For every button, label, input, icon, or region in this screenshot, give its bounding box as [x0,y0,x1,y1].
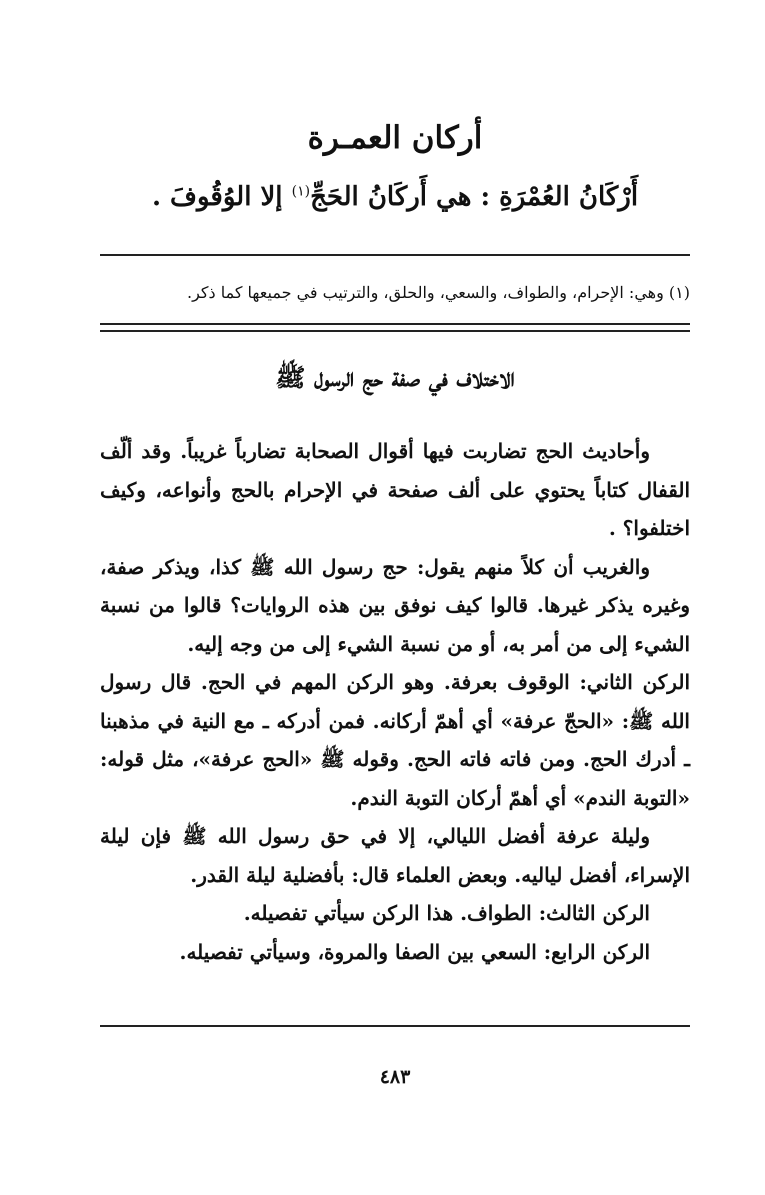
footnote-divider-top [100,323,690,325]
subtitle-text: أَرْكَانُ العُمْرَةِ : هي أَركَانُ الحَجِّ [310,182,639,212]
paragraph: وأحاديث الحج تضاربت فيها أقوال الصحابة تضارباً غريباً. وقد ألّف القفال كتاباً يحتوي على ألف صفحة في الإحرام بالحج وأنواعه، وكيف اختلفوا؟ . [100,439,690,540]
page-title: أركان العمـرة [307,120,483,156]
subtitle-line [100,182,690,212]
paragraph: والغريب أن كلاً منهم يقول: حج رسول الله ﷺ كذا، ويذكر صفة، وغيره يذكر غيرها. قالوا كيف نوفق بين هذه الروايات؟ قالوا من نسبة الشيء إلى من أمر به، أو من نسبة الشيء إلى من وجه إليه. [100,554,690,656]
footnote: (١) وهي: الإحرام، والطواف، والسعي، والحلق، والترتيب في جميعها كما ذكر. [186,283,690,302]
paragraph: الركن الرابع: السعي بين الصفا والمروة، وسيأتي تفصيله. [179,939,650,964]
paragraph: الركن الثاني: الوقوف بعرفة. وهو الركن المهم في الحج. قال رسول الله ﷺ: «الحجّ عرفة» أي أهمّ أركانه. فمن أدركه ـ مع النية في مذهبنا ـ أدرك الحج. ومن فاته فاته الحج. وقوله ﷺ «الحج عرفة»، مثل قوله: «التوبة الندم» أي أهمّ أركان التوبة الندم. [100,670,690,810]
header-divider [100,254,690,256]
page-number: ٤٨٣ [379,1066,411,1088]
paragraph: الركن الثالث: الطواف. هذا الركن سيأتي تفصيله. [243,901,650,925]
subtitle-text-end: إلا الوُقُوفَ . [151,182,292,212]
bottom-divider [100,1025,690,1027]
footnote-divider-bottom [100,330,690,332]
section-heading: الاختلاف في صفة حج الرسول ﷺ [275,363,515,392]
body-text [100,432,690,971]
paragraph: وليلة عرفة أفضل الليالي، إلا في حق رسول الله ﷺ فإن ليلة الإسراء، أفضل لياليه. وبعض العلماء قال: بأفضلية ليلة القدر. [100,824,690,887]
footnote-reference: (١) [291,183,311,200]
